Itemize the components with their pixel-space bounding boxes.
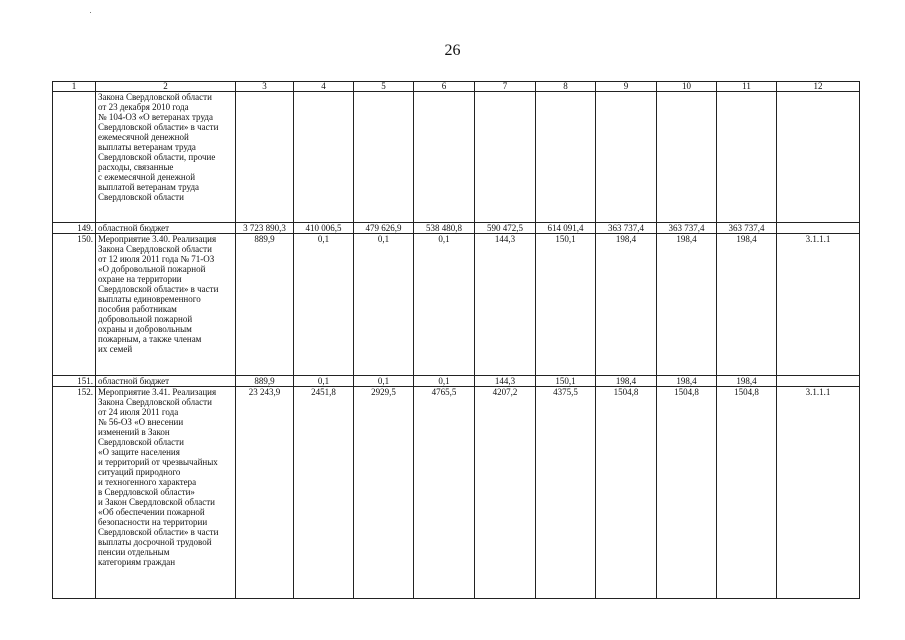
row-value: [717, 92, 777, 223]
row-number: 152.: [53, 387, 96, 599]
row-target-code: 3.1.1.1: [777, 387, 860, 599]
column-number: 11: [717, 82, 777, 92]
row-value: 614 091,4: [536, 223, 596, 234]
row-value: 479 626,9: [354, 223, 414, 234]
scan-speck: [90, 12, 91, 13]
column-number: 2: [96, 82, 236, 92]
row-number: 150.: [53, 234, 96, 376]
row-target-code: 3.1.1.1: [777, 234, 860, 376]
column-number: 9: [596, 82, 657, 92]
column-number: 5: [354, 82, 414, 92]
row-value: 410 006,5: [294, 223, 354, 234]
row-name: Закона Свердловской области от 23 декабря 2010 года № 104-ОЗ «О ветеранах труда Свердловской области» в части ежемесячной денежной выплаты ветеранам труда Свердловской области, прочие расходы, связанные с ежемесячной денежной выплатой ветеранам труда Свердловской области: [96, 92, 236, 223]
row-value: [354, 92, 414, 223]
row-value: 198,4: [596, 376, 657, 387]
row-value: 0,1: [414, 234, 475, 376]
row-value: 4375,5: [536, 387, 596, 599]
row-value: 198,4: [657, 376, 717, 387]
row-number: 151.: [53, 376, 96, 387]
table-row: [53, 376, 860, 387]
column-number: 3: [236, 82, 294, 92]
row-value: 0,1: [294, 234, 354, 376]
row-target-code: [777, 92, 860, 223]
row-value: 2929,5: [354, 387, 414, 599]
row-value: 590 472,5: [475, 223, 536, 234]
row-value: 889,9: [236, 234, 294, 376]
row-value: 198,4: [596, 234, 657, 376]
row-value: [475, 92, 536, 223]
column-number: 6: [414, 82, 475, 92]
row-value: 144,3: [475, 376, 536, 387]
row-target-code: [777, 376, 860, 387]
row-value: 0,1: [414, 376, 475, 387]
row-value: 1504,8: [657, 387, 717, 599]
row-value: [294, 92, 354, 223]
row-value: 0,1: [354, 376, 414, 387]
row-name: областной бюджет: [96, 223, 236, 234]
row-value: 363 737,4: [596, 223, 657, 234]
row-value: [414, 92, 475, 223]
row-target-code: [777, 223, 860, 234]
row-value: 198,4: [657, 234, 717, 376]
row-value: 363 737,4: [717, 223, 777, 234]
table-row: [53, 92, 860, 223]
row-number: [53, 92, 96, 223]
row-value: 363 737,4: [657, 223, 717, 234]
row-value: [536, 92, 596, 223]
table-row: [53, 387, 860, 599]
row-value: 1504,8: [717, 387, 777, 599]
row-value: 198,4: [717, 376, 777, 387]
column-number: 7: [475, 82, 536, 92]
row-value: 0,1: [294, 376, 354, 387]
row-value: 150,1: [536, 376, 596, 387]
row-value: 4765,5: [414, 387, 475, 599]
row-name: областной бюджет: [96, 376, 236, 387]
column-number: 1: [53, 82, 96, 92]
row-name: Мероприятие 3.41. Реализация Закона Свердловской области от 24 июля 2011 года № 56-ОЗ «О внесении изменений в Закон Свердловской области «О защите населения и территорий от чрезвычайных ситуаций природного и техногенного характера в Свердловской области» и Закон Свердловской области «Об обеспечении пожарной безопасности на территории Свердловской области» в части выплаты досрочной трудовой пенсии отдельным категориям граждан: [96, 387, 236, 599]
row-value: [657, 92, 717, 223]
row-value: 144,3: [475, 234, 536, 376]
table-row: [53, 234, 860, 376]
row-value: [596, 92, 657, 223]
row-value: 4207,2: [475, 387, 536, 599]
column-number-row: [53, 82, 860, 92]
row-name: Мероприятие 3.40. Реализация Закона Свердловской области от 12 июля 2011 года № 71-ОЗ «О добровольной пожарной охране на территории Свердловской области» в части выплаты единовременного пособия работникам добровольной пожарной охраны и добровольным пожарным, а также членам их семей: [96, 234, 236, 376]
program-table: [52, 81, 860, 599]
row-value: 2451,8: [294, 387, 354, 599]
row-value: 3 723 890,3: [236, 223, 294, 234]
page-number: 26: [444, 42, 461, 59]
column-number: 12: [777, 82, 860, 92]
row-value: 23 243,9: [236, 387, 294, 599]
row-number: 149.: [53, 223, 96, 234]
column-number: 4: [294, 82, 354, 92]
row-value: 889,9: [236, 376, 294, 387]
row-value: [236, 92, 294, 223]
row-value: 538 480,8: [414, 223, 475, 234]
row-value: 150,1: [536, 234, 596, 376]
column-number: 10: [657, 82, 717, 92]
table-row: [53, 223, 860, 234]
row-value: 198,4: [717, 234, 777, 376]
row-value: 0,1: [354, 234, 414, 376]
column-number: 8: [536, 82, 596, 92]
row-value: 1504,8: [596, 387, 657, 599]
